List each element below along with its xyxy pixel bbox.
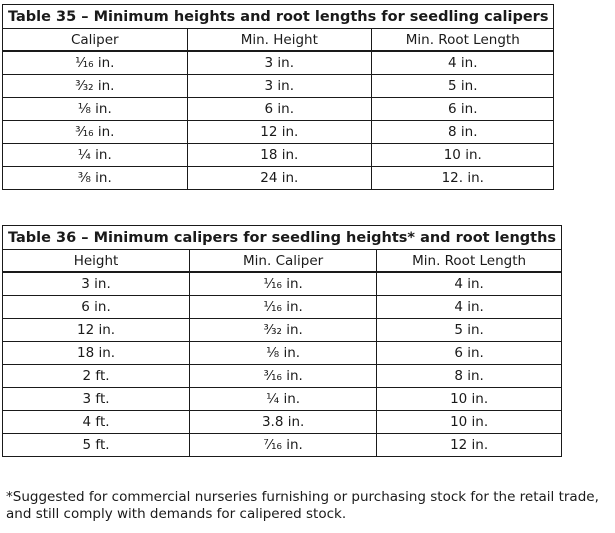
table-36-body <box>3 272 562 457</box>
table-cell: 3 in. <box>187 75 372 98</box>
table-row <box>3 144 554 167</box>
table-cell: 12. in. <box>372 167 554 190</box>
table-cell: 3 ft. <box>3 388 190 411</box>
table-row <box>3 272 562 296</box>
table-cell: 18 in. <box>3 342 190 365</box>
table-row <box>3 121 554 144</box>
table-cell: 8 in. <box>377 365 562 388</box>
table-35-header <box>3 29 554 52</box>
table-cell: 3 in. <box>187 51 372 75</box>
table-cell: 10 in. <box>377 388 562 411</box>
table-cell: ¹⁄₈ in. <box>3 98 188 121</box>
table-cell: ³⁄₁₆ in. <box>3 121 188 144</box>
table-row <box>3 388 562 411</box>
table-cell: 6 in. <box>377 342 562 365</box>
column-header-min-caliper: Min. Caliper <box>190 250 377 273</box>
table-36-title: Table 36 – Minimum calipers for seedling heights* and root lengths <box>2 225 562 249</box>
table-cell: 24 in. <box>187 167 372 190</box>
table-row <box>3 434 562 457</box>
table-cell: 5 ft. <box>3 434 190 457</box>
table-36-header <box>3 250 562 273</box>
table-cell: ³⁄₃₂ in. <box>3 75 188 98</box>
footnote: *Suggested for commercial nurseries furnishing or purchasing stock for the retail trade, and still comply with demands for calipered stock. <box>6 489 599 522</box>
table-cell: 6 in. <box>372 98 554 121</box>
table-cell: 4 in. <box>372 51 554 75</box>
table-35 <box>2 4 554 190</box>
table-cell: ¼ in. <box>3 144 188 167</box>
table-cell: 4 in. <box>377 272 562 296</box>
table-cell: 6 in. <box>3 296 190 319</box>
table-row <box>3 167 554 190</box>
table-row <box>3 296 562 319</box>
table-cell: ¼ in. <box>190 388 377 411</box>
table-cell: 4 ft. <box>3 411 190 434</box>
table-cell: 5 in. <box>372 75 554 98</box>
column-header-height: Height <box>3 250 190 273</box>
table-cell: 3.8 in. <box>190 411 377 434</box>
table-cell: 6 in. <box>187 98 372 121</box>
table-row <box>3 342 562 365</box>
column-header-min-root-length: Min. Root Length <box>377 250 562 273</box>
table-cell: 2 ft. <box>3 365 190 388</box>
table-cell: ¹⁄₁₆ in. <box>3 51 188 75</box>
table-row <box>3 411 562 434</box>
table-cell: 12 in. <box>377 434 562 457</box>
table-cell: ⁷⁄₁₆ in. <box>190 434 377 457</box>
table-cell: 18 in. <box>187 144 372 167</box>
table-cell: 12 in. <box>3 319 190 342</box>
table-cell: ³⁄₈ in. <box>3 167 188 190</box>
table-row <box>3 51 554 75</box>
table-cell: ¹⁄₈ in. <box>190 342 377 365</box>
table-35-title: Table 35 – Minimum heights and root lengths for seedling calipers <box>2 4 554 28</box>
table-cell: 4 in. <box>377 296 562 319</box>
table-cell: ¹⁄₁₆ in. <box>190 272 377 296</box>
table-cell: ¹⁄₁₆ in. <box>190 296 377 319</box>
table-row <box>3 365 562 388</box>
table-cell: 5 in. <box>377 319 562 342</box>
table-cell: 10 in. <box>377 411 562 434</box>
table-cell: ³⁄₁₆ in. <box>190 365 377 388</box>
table-35-body <box>3 51 554 190</box>
column-header-min-root-length: Min. Root Length <box>372 29 554 52</box>
table-cell: ³⁄₃₂ in. <box>190 319 377 342</box>
column-header-min-height: Min. Height <box>187 29 372 52</box>
column-header-caliper: Caliper <box>3 29 188 52</box>
table-36 <box>2 225 562 457</box>
table-row <box>3 319 562 342</box>
table-cell: 8 in. <box>372 121 554 144</box>
table-cell: 3 in. <box>3 272 190 296</box>
table-cell: 12 in. <box>187 121 372 144</box>
table-row <box>3 98 554 121</box>
table-cell: 10 in. <box>372 144 554 167</box>
table-row <box>3 75 554 98</box>
